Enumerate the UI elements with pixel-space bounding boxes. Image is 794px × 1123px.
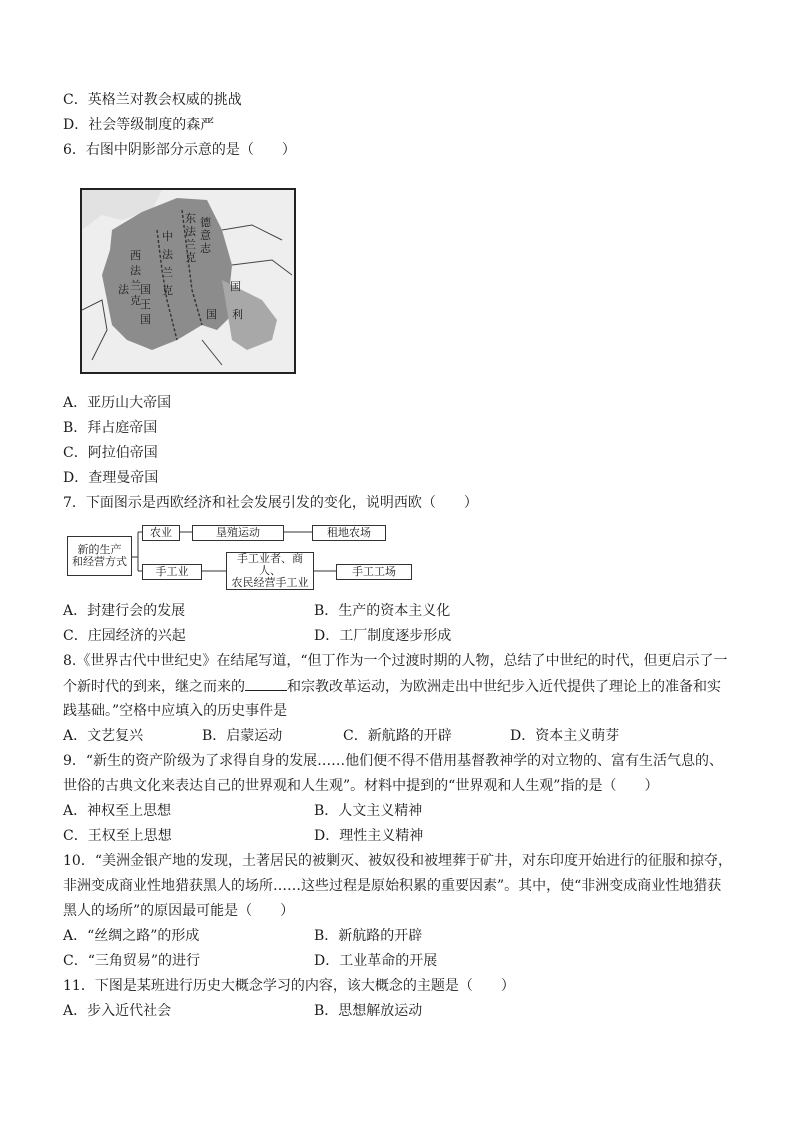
diagram-reclamation-box: 垦殖运动 (192, 525, 284, 541)
diagram-agriculture-box: 农业 (142, 525, 180, 541)
q10-option-a[interactable]: A．“丝绸之路”的形成 (63, 928, 200, 944)
economy-diagram (64, 521, 394, 593)
map-label-east-frankish: 东 法 兰 克 (185, 212, 196, 264)
q11-option-a[interactable]: A．步入近代社会 (63, 1003, 172, 1019)
diagram-workshop-box: 手工工场 (336, 564, 412, 580)
q6-option-b[interactable]: B．拜占庭帝国 (63, 420, 158, 436)
q9-option-a[interactable]: A．神权至上思想 (63, 803, 172, 819)
q9-option-d[interactable]: D．理性主义精神 (314, 828, 424, 844)
map-label-kingdom: 国 (230, 280, 241, 293)
map-label-west-frankish: 西 法 兰 克 (130, 249, 141, 307)
q7-option-d[interactable]: D．工厂制度逐步形成 (314, 628, 452, 644)
q10-stem-line2: 非洲变成商业性地猎获黑人的场所……这些过程是原始积累的重要因素”。其中，使“非洲变成商业性地猎获 (63, 878, 722, 894)
q8-stem-line2: 个新时代的到来，继之而来的 和宗教改革运动，为欧洲走出中世纪步入近代提供了理论上的准备和实 (63, 676, 721, 697)
q10-option-c[interactable]: C．“三角贸易”的进行 (63, 953, 201, 969)
q8-answer-blank[interactable] (245, 676, 287, 691)
q6-option-a[interactable]: A．亚历山大帝国 (63, 395, 172, 411)
q8-stem-line3: 践基础。”空格中应填入的历史事件是 (63, 703, 288, 719)
q6-option-d[interactable]: D．查理曼帝国 (63, 470, 159, 486)
diagram-handicraft-box: 手工业 (142, 564, 202, 580)
map-label-italy-2: 利 (232, 308, 243, 321)
map-label-italy: 国 (206, 308, 217, 321)
map-label-germany: 德 意 志 (200, 216, 211, 255)
q11-option-b[interactable]: B．思想解放运动 (314, 1003, 423, 1019)
q10-option-b[interactable]: B．新航路的开辟 (314, 928, 423, 944)
q6-option-c[interactable]: C．阿拉伯帝国 (63, 445, 158, 461)
q6-stem: 6．右图中阴影部分示意的是（ ） (63, 142, 296, 158)
q10-option-d[interactable]: D．工业革命的开展 (314, 953, 438, 969)
q7-option-b[interactable]: B．生产的资本主义化 (314, 603, 451, 619)
q8-option-a[interactable]: A．文艺复兴 (63, 728, 144, 744)
q8-option-b[interactable]: B．启蒙运动 (202, 728, 283, 744)
diagram-actors-box: 手工业者、商人、 农民经营手工业 (226, 552, 314, 590)
diagram-lease-farm-box: 租地农场 (312, 525, 386, 541)
q8-option-d[interactable]: D．资本主义萌芽 (510, 728, 620, 744)
q9-stem-line2: 世俗的古典文化来表达自己的世界观和人生观”。材料中提到的“世界观和人生观”指的是（ ） (63, 778, 659, 794)
q8-stem-line1: 8.《世界古代中世纪史》在结尾写道，“但丁作为一个过渡时期的人物，总结了中世纪的时代，但更启示了一 (63, 653, 728, 669)
q5-option-c[interactable]: C．英格兰对教会权威的挑战 (63, 92, 242, 108)
map-label-france-kingdom: 法 (118, 283, 129, 296)
diagram-root-box: 新的生产 和经营方式 (67, 536, 132, 576)
map-label-france-kingdom-2: 国 王 国 (140, 283, 151, 326)
q7-option-c[interactable]: C．庄园经济的兴起 (63, 628, 186, 644)
q8-option-c[interactable]: C．新航路的开辟 (343, 728, 452, 744)
map-label-middle-frankish: 中 法 兰 克 (162, 230, 173, 297)
q11-stem: 11．下图是某班进行历史大概念学习的内容，该大概念的主题是（ ） (63, 978, 515, 994)
q7-stem: 7．下面图示是西欧经济和社会发展引发的变化，说明西欧（ ） (63, 495, 478, 511)
q9-stem-line1: 9．“新生的资产阶级为了求得自身的发展……他们便不得不借用基督教神学的对立物的、富有生活气息的、 (63, 753, 724, 769)
q10-stem-line3: 黑人的场所”的原因最可能是（ ） (63, 903, 295, 919)
q9-option-c[interactable]: C．王权至上思想 (63, 828, 172, 844)
q10-stem-line1: 10．“美洲金银产地的发现，土著居民的被剿灭、被奴役和被埋葬于矿井，对东印度开始进行的征服和掠夺， (63, 853, 732, 869)
q7-option-a[interactable]: A．封建行会的发展 (63, 603, 186, 619)
historical-map (80, 188, 296, 374)
q5-option-d[interactable]: D．社会等级制度的森严 (63, 117, 215, 133)
q9-option-b[interactable]: B．人文主义精神 (314, 803, 423, 819)
